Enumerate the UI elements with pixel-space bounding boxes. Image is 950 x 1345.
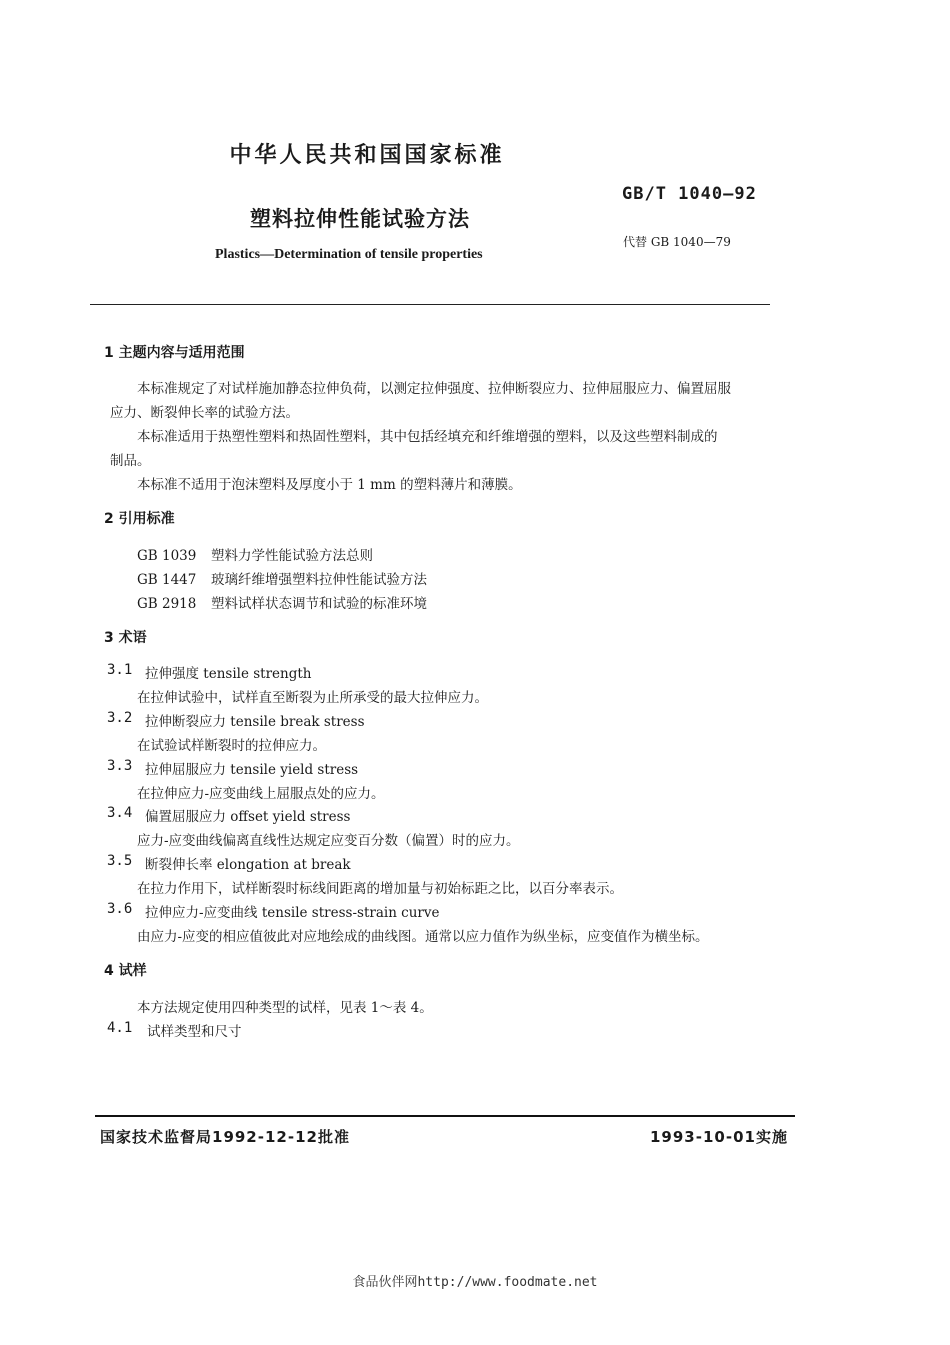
subsection-title: 试样类型和尺寸: [147, 1024, 242, 1040]
national-standard-heading: 中华人民共和国国家标准: [229, 143, 505, 168]
term-name: 拉伸断裂应力 tensile break stress: [145, 714, 365, 730]
reference-title: 玻璃纤维增强塑料拉伸性能试验方法: [211, 572, 427, 588]
section-1-paragraph-3: 本标准不适用于泡沫塑料及厚度小于 1 mm 的塑料薄片和薄膜。: [137, 477, 522, 493]
subsection-number: 4.1: [107, 1020, 133, 1036]
term-definition: 应力-应变曲线偏离直线性达规定应变百分数（偏置）时的应力。: [137, 833, 520, 849]
term-name: 拉伸屈服应力 tensile yield stress: [145, 762, 359, 778]
reference-code: GB 1039: [137, 548, 197, 564]
document-title-cn: 塑料拉伸性能试验方法: [250, 207, 470, 231]
term-definition: 在拉伸应力-应变曲线上屈服点处的应力。: [137, 786, 385, 802]
replaces-standard: 代替 GB 1040—79: [623, 235, 731, 249]
reference-code: GB 2918: [137, 596, 197, 612]
term-number: 3.2: [107, 710, 133, 726]
term-number: 3.3: [107, 758, 133, 774]
term-definition: 在拉力作用下，试样断裂时标线间距离的增加量与初始标距之比，以百分率表示。: [137, 881, 623, 897]
footer-divider: [95, 1115, 795, 1117]
section-1-paragraph-1b: 应力、断裂伸长率的试验方法。: [110, 405, 299, 421]
term-number: 3.4: [107, 805, 133, 821]
term-name: 拉伸强度 tensile strength: [145, 666, 312, 682]
term-definition: 在拉伸试验中，试样直至断裂为止所承受的最大拉伸应力。: [137, 690, 488, 706]
section-1-heading: 1 主题内容与适用范围: [104, 345, 245, 361]
term-number: 3.5: [107, 853, 133, 869]
section-4-heading: 4 试样: [104, 963, 147, 979]
section-3-heading: 3 术语: [104, 630, 147, 646]
reference-code: GB 1447: [137, 572, 197, 588]
section-1-paragraph-2a: 本标准适用于热塑性塑料和热固性塑料，其中包括经填充和纤维增强的塑料，以及这些塑料制成的: [137, 429, 718, 445]
term-definition: 由应力-应变的相应值彼此对应地绘成的曲线图。通常以应力值作为纵坐标，应变值作为横坐标。: [137, 929, 709, 945]
term-name: 断裂伸长率 elongation at break: [145, 857, 351, 873]
section-4-paragraph: 本方法规定使用四种类型的试样，见表 1～表 4。: [137, 1000, 433, 1016]
watermark: 食品伙伴网http://www.foodmate.net: [352, 1275, 598, 1290]
term-number: 3.1: [107, 662, 133, 678]
term-name: 偏置屈服应力 offset yield stress: [145, 809, 351, 825]
section-1-paragraph-2b: 制品。: [110, 453, 151, 469]
term-definition: 在试验试样断裂时的拉伸应力。: [137, 738, 326, 754]
section-2-heading: 2 引用标准: [104, 511, 175, 527]
header-divider: [90, 304, 770, 305]
reference-item: [137, 568, 427, 588]
document-title-en: Plastics—Determination of tensile properties: [215, 247, 483, 262]
reference-title: 塑料试样状态调节和试验的标准环境: [211, 596, 427, 612]
term-name: 拉伸应力-应变曲线 tensile stress-strain curve: [145, 905, 440, 921]
reference-item: [137, 592, 427, 612]
effective-date: 1993-10-01实施: [650, 1128, 788, 1146]
section-1-paragraph-1a: 本标准规定了对试样施加静态拉伸负荷，以测定拉伸强度、拉伸断裂应力、拉伸屈服应力、偏置屈服: [137, 381, 731, 397]
reference-title: 塑料力学性能试验方法总则: [211, 548, 373, 564]
approval-date: 国家技术监督局1992-12-12批准: [100, 1128, 350, 1146]
standard-number: GB/T 1040—92: [622, 184, 757, 204]
term-number: 3.6: [107, 901, 133, 917]
reference-item: [137, 544, 373, 564]
